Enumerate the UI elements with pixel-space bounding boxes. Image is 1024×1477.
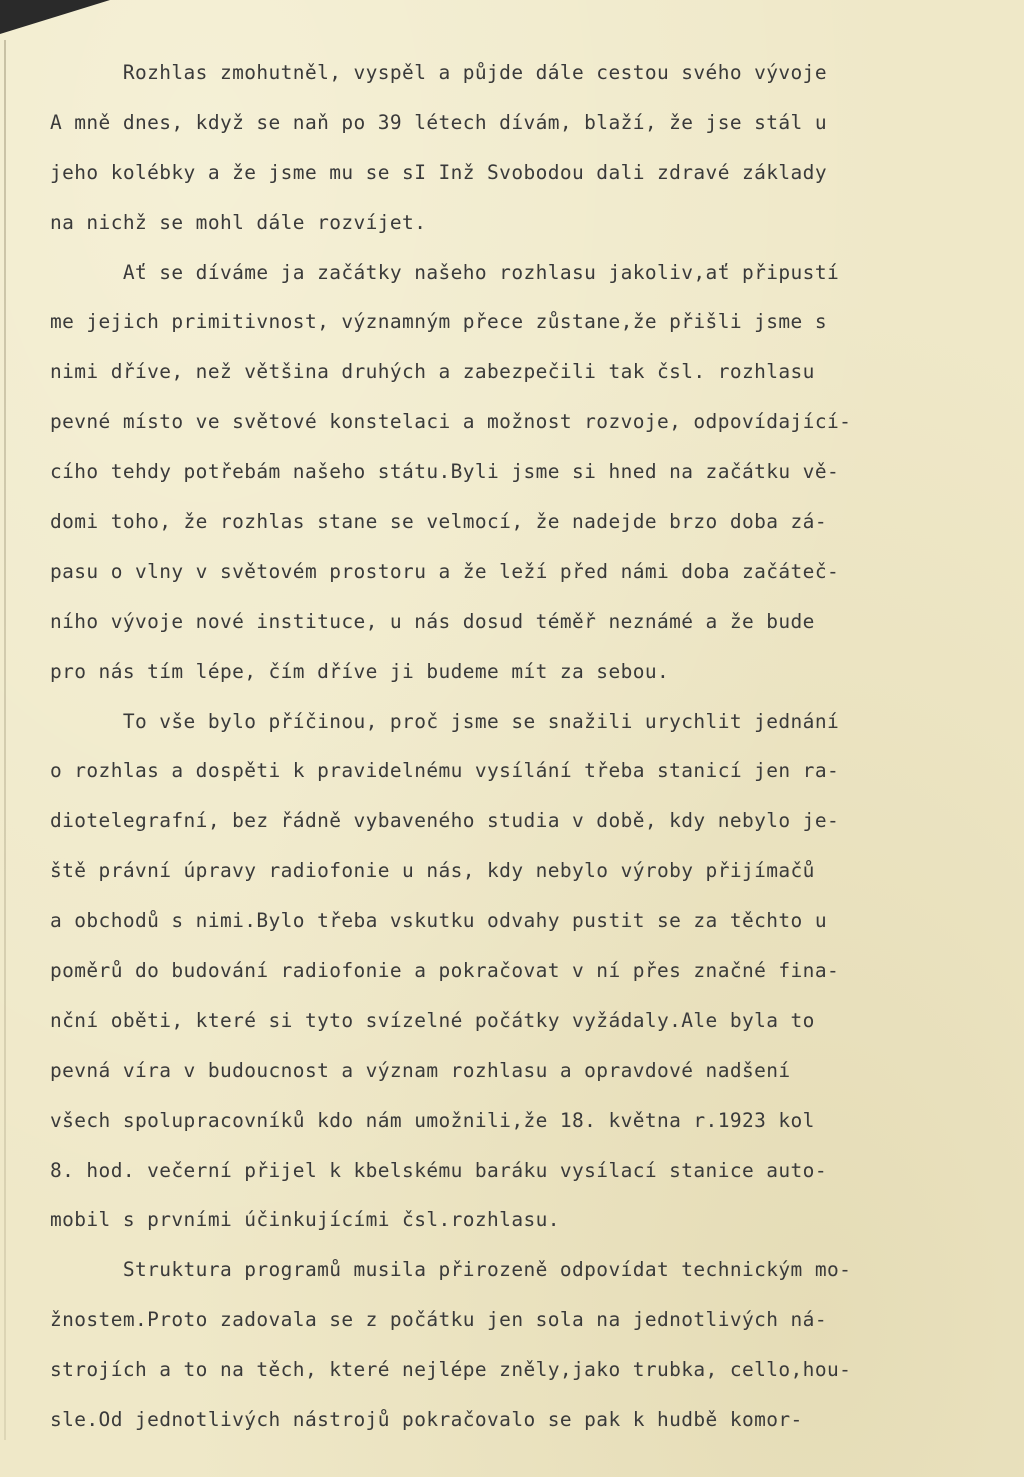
- text-line: nimi dříve, než většina druhých a zabezpečili tak čsl. rozhlasu: [50, 360, 815, 384]
- text-line: jeho kolébky a že jsme mu se sI Inž Svobodou dali zdravé základy: [50, 160, 827, 184]
- text-line: ního vývoje nové instituce, u nás dosud téměř neznámé a že bude: [50, 609, 815, 633]
- text-line: poměrů do budování radiofonie a pokračovat v ní přes značné fina-: [50, 959, 840, 983]
- text-line: pevná víra v budoucnost a význam rozhlasu a opravdové nadšení: [50, 1058, 791, 1082]
- text-line: sle.Od jednotlivých nástrojů pokračovalo se pak k hudbě komor-: [50, 1408, 803, 1432]
- torn-corner: [0, 0, 110, 34]
- text-line: Ať se díváme ja začátky našeho rozhlasu jakoliv,ať připustí: [50, 260, 840, 284]
- text-line: žnostem.Proto zadovala se z počátku jen sola na jednotlivých ná-: [50, 1308, 827, 1332]
- text-line: ště právní úpravy radiofonie u nás, kdy nebylo výroby přijímačů: [50, 859, 815, 883]
- text-line: pevné místo ve světové konstelaci a možnost rozvoje, odpovídající-: [50, 410, 852, 434]
- text-line: me jejich primitivnost, významným přece zůstane,že přišli jsme s: [50, 310, 827, 334]
- text-line: a obchodů s nimi.Bylo třeba vskutku odvahy pustit se za těchto u: [50, 909, 827, 933]
- text-line: pasu o vlny v světovém prostoru a že leží před námi doba začáteč-: [50, 559, 840, 583]
- text-line: cího tehdy potřebám našeho státu.Byli jsme si hned na začátku vě-: [50, 460, 840, 484]
- text-line: diotelegrafní, bez řádně vybaveného studia v době, kdy nebylo je-: [50, 809, 840, 833]
- text-line: 8. hod. večerní přijel k kbelskému baráku vysílací stanice auto-: [50, 1158, 827, 1182]
- text-line: mobil s prvními účinkujícími čsl.rozhlasu.: [50, 1208, 560, 1232]
- text-line: o rozhlas a dospěti k pravidelnému vysílání třeba stanicí jen ra-: [50, 759, 840, 783]
- text-line: nční oběti, které si tyto svízelné počátky vyžádaly.Ale byla to: [50, 1008, 815, 1032]
- text-line: všech spolupracovníků kdo nám umožnili,že 18. května r.1923 kol: [50, 1108, 815, 1132]
- page-edge-shadow: [4, 40, 6, 1440]
- text-line: domi toho, že rozhlas stane se velmocí, že nadejde brzo doba zá-: [50, 510, 827, 534]
- text-line: To vše bylo příčinou, proč jsme se snažili urychlit jednání: [50, 709, 840, 733]
- text-line: strojích a to na těch, které nejlépe zněly,jako trubka, cello,hou-: [50, 1358, 852, 1382]
- text-line: Rozhlas zmohutněl, vyspěl a půjde dále cestou svého vývoje: [50, 61, 827, 84]
- text-line: na nichž se mohl dále rozvíjet.: [50, 210, 427, 234]
- text-line: A mně dnes, když se naň po 39 létech dívám, blaží, že jse stál u: [50, 110, 827, 134]
- text-line: Struktura programů musila přirozeně odpovídat technickým mo-: [50, 1258, 852, 1282]
- text-line: pro nás tím lépe, čím dříve ji budeme mít za sebou.: [50, 659, 670, 683]
- typewritten-text: [50, 48, 950, 1445]
